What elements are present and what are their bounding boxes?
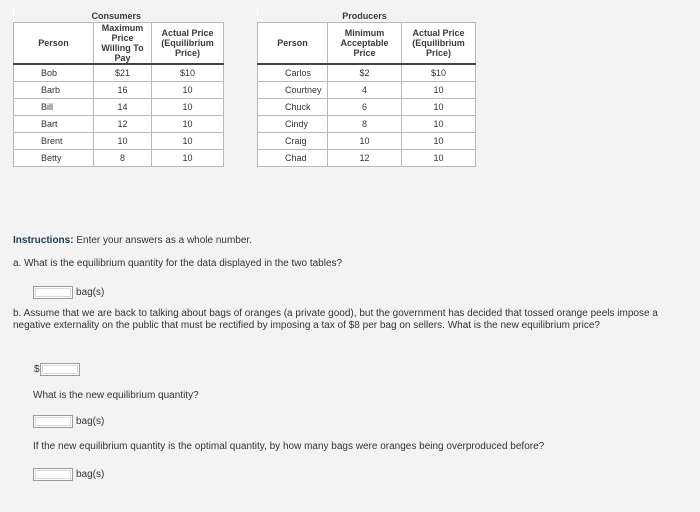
person-cell: Bill [14,99,94,116]
table-row [258,99,476,116]
consumers-header-person: Person [14,23,94,65]
price-cell: 10 [402,133,476,150]
consumers-table [13,9,224,167]
table-row [258,150,476,167]
person-cell: Courtney [258,82,328,99]
price-cell: 8 [94,150,152,167]
price-cell: 16 [94,82,152,99]
price-cell: 10 [152,99,224,116]
producers-title: Producers [328,9,402,23]
consumers-header-actual-price: Actual Price (Equilibrium Price) [152,23,224,65]
price-cell: 8 [328,116,402,133]
question-a: a. What is the equilibrium quantity for the data displayed in the two tables? [13,258,343,269]
person-cell: Barb [14,82,94,99]
price-cell: $2 [328,64,402,82]
person-cell: Cindy [258,116,328,133]
price-cell: 12 [94,116,152,133]
answer-b-price-input[interactable] [40,363,80,376]
answer-b-quantity-input[interactable] [33,415,73,428]
price-cell: 12 [328,150,402,167]
instructions [13,235,252,246]
answer-b-quantity-unit: bag(s) [76,416,105,427]
price-cell: 10 [328,133,402,150]
table-row [258,82,476,99]
table-row [14,116,224,133]
answer-a-unit: bag(s) [76,287,105,298]
price-cell: 6 [328,99,402,116]
person-cell: Betty [14,150,94,167]
price-cell: 10 [402,82,476,99]
person-cell: Chad [258,150,328,167]
table-row [14,150,224,167]
instructions-text: Enter your answers as a whole number. [73,235,252,246]
price-cell: 10 [402,116,476,133]
question-b-overproduced: If the new equilibrium quantity is the optimal quantity, by how many bags were oranges being overproduced before? [33,441,545,452]
price-cell: 14 [94,99,152,116]
producers-table [257,9,476,167]
question-b-quantity: What is the new equilibrium quantity? [33,390,199,401]
table-row [14,64,224,82]
person-cell: Craig [258,133,328,150]
person-cell: Carlos [258,64,328,82]
price-cell: 10 [94,133,152,150]
price-cell: 4 [328,82,402,99]
price-cell: 10 [402,150,476,167]
price-cell: $10 [152,64,224,82]
price-cell: $21 [94,64,152,82]
producers-header-min-price: Minimum Acceptable Price [328,23,402,65]
answer-a-input[interactable] [33,286,73,299]
price-cell: 10 [152,150,224,167]
answer-b-overproduced-input[interactable] [33,468,73,481]
price-cell: 10 [152,133,224,150]
answer-b-price-prefix: $ [34,364,40,375]
price-cell: 10 [152,116,224,133]
producers-header-person: Person [258,23,328,65]
table-row [258,64,476,82]
person-cell: Chuck [258,99,328,116]
answer-b-overproduced-unit: bag(s) [76,469,105,480]
consumers-title: Consumers [91,10,142,21]
instructions-label: Instructions: [13,235,74,246]
person-cell: Brent [14,133,94,150]
table-row [258,133,476,150]
question-b: b. Assume that we are back to talking about bags of oranges (a private good), but the government has decided that tossed orange peels impose a negative externality on the public that must be rectified by imposing a tax of $8 per bag on sellers. What is the new equilibrium price? [13,308,658,331]
price-cell: 10 [152,82,224,99]
consumers-header-max-price: Maximum Price Willing To Pay [94,23,152,65]
table-row [14,99,224,116]
price-cell: 10 [402,99,476,116]
producers-header-actual-price: Actual Price (Equilibrium Price) [402,23,476,65]
table-row [14,82,224,99]
person-cell: Bart [14,116,94,133]
price-cell: $10 [402,64,476,82]
person-cell: Bob [14,64,94,82]
table-row [258,116,476,133]
table-row [14,133,224,150]
